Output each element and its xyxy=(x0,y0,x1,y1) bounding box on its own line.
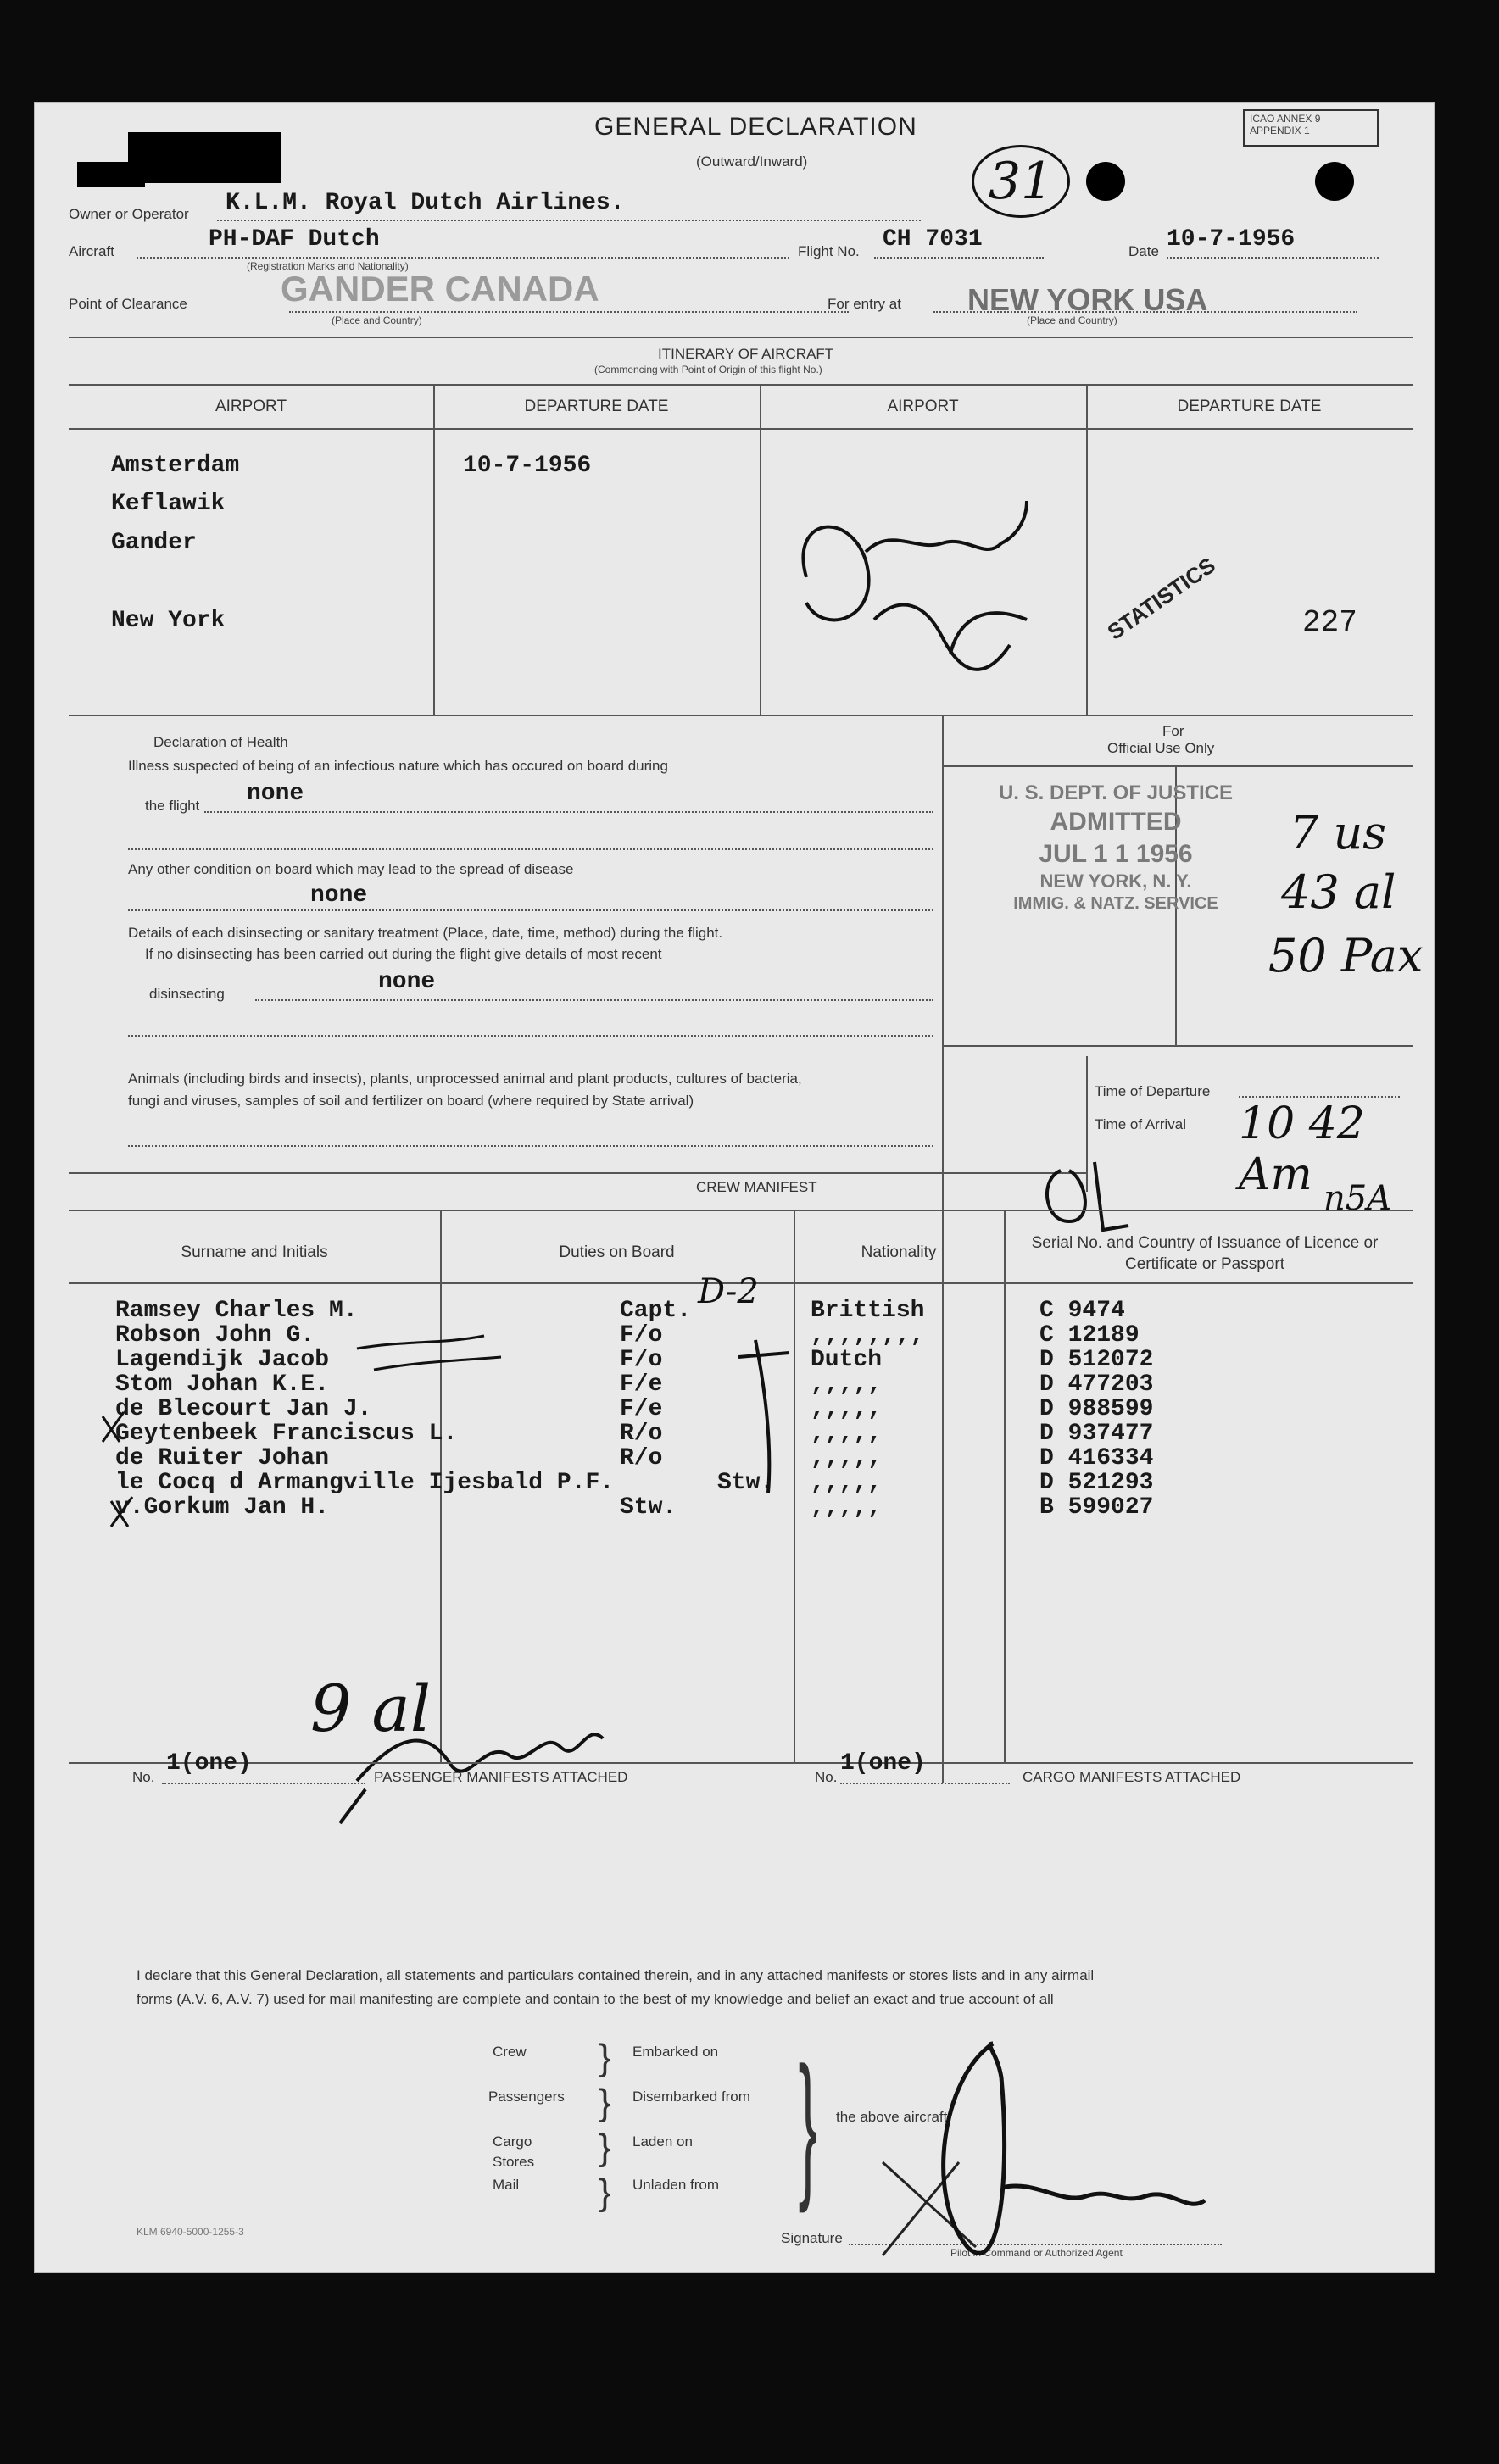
crew-serial: D 512072 xyxy=(1039,1347,1154,1373)
crew-nationality: Dutch xyxy=(811,1347,883,1373)
health-a3: none xyxy=(378,969,436,995)
crew-duty: Stw. xyxy=(620,1494,677,1521)
crew-serial: D 937477 xyxy=(1039,1421,1154,1447)
cargo-count: 1(one) xyxy=(840,1750,926,1777)
punch-hole xyxy=(1315,162,1354,201)
annex-label: ICAO ANNEX 9 xyxy=(1250,113,1321,125)
time-departure-label: Time of Departure xyxy=(1095,1083,1211,1099)
circled-number-text: 31 xyxy=(988,152,1054,211)
passenger-count: 1(one) xyxy=(166,1750,252,1777)
decl-left-mail: Mail xyxy=(493,2177,520,2193)
health-q1b: the flight xyxy=(145,798,200,814)
crew-nationality: ,,,,, xyxy=(811,1445,883,1471)
redaction-block xyxy=(77,162,145,187)
crew-serial: D 988599 xyxy=(1039,1396,1154,1422)
crew-header-nat: Nationality xyxy=(861,1243,937,1261)
declaration-text-1: I declare that this General Declaration, all statements and particulars contained therein, and in any attached manifests or stores lists and in any airmail xyxy=(137,1967,1095,1983)
crew-nationality: ,,,,, xyxy=(811,1396,883,1422)
decl-brace: } } } } xyxy=(599,2037,611,2213)
crew-header-name: Surname and Initials xyxy=(181,1243,328,1261)
animals-text: Animals (including birds and insects), plants, unprocessed animal and plant products, cultures of bacteria, xyxy=(128,1071,802,1087)
pilot-signature xyxy=(832,2027,1273,2281)
clearance-label: Point of Clearance xyxy=(69,296,187,312)
itin-airport: Amsterdam xyxy=(111,453,240,479)
entry-label: For entry at xyxy=(828,296,901,312)
decl-right-laden: Laden on xyxy=(632,2133,693,2150)
crew-duty: F/e xyxy=(620,1371,663,1398)
itin-header-airport-2: AIRPORT xyxy=(887,398,959,415)
health-q2: Any other condition on board which may lead to the spread of disease xyxy=(128,861,574,877)
passenger-no-label: No. xyxy=(132,1769,155,1785)
crew-name: Robson John G. xyxy=(115,1322,315,1349)
crew-duty-hand: D-2 xyxy=(698,1272,759,1311)
decl-brace-right: } xyxy=(798,2034,817,2214)
stamp-line: IMMIG. & NATZ. SERVICE xyxy=(1013,893,1218,913)
pilot-label: Pilot in Command or Authorized Agent xyxy=(950,2247,1123,2259)
health-q3b: If no disinsecting has been carried out during the flight give details of most recent xyxy=(145,946,662,962)
decl-right-unladen: Unladen from xyxy=(632,2177,720,2193)
flight-value: CH 7031 xyxy=(883,226,983,253)
aircraft-value: PH-DAF Dutch xyxy=(209,226,380,253)
owner-value: K.L.M. Royal Dutch Airlines. xyxy=(226,190,625,216)
itin-departure-date: 10-7-1956 xyxy=(463,453,592,479)
crew-duty: Stw. xyxy=(717,1470,775,1496)
decl-left-cargo: Cargo xyxy=(493,2133,532,2150)
official-hand-3: 50 Pax xyxy=(1268,929,1424,982)
flight-label: Flight No. xyxy=(798,243,860,259)
crew-serial: B 599027 xyxy=(1039,1494,1154,1521)
crew-serial: D 521293 xyxy=(1039,1470,1154,1496)
crew-name: Lagendijk Jacob xyxy=(115,1347,330,1373)
decl-right-disembarked: Disembarked from xyxy=(632,2089,750,2105)
appendix-label: APPENDIX 1 xyxy=(1250,125,1310,136)
cargo-no-label: No. xyxy=(815,1769,838,1785)
crew-nationality: ,,,,, xyxy=(811,1470,883,1496)
itin-airport: Keflawik xyxy=(111,491,226,517)
redaction-block xyxy=(128,132,281,183)
health-q3c: disinsecting xyxy=(149,986,225,1002)
signature-label: Signature xyxy=(781,2230,843,2246)
crew-serial: C 12189 xyxy=(1039,1322,1140,1349)
itin-airport: New York xyxy=(111,608,226,634)
crew-name: de Ruiter Johan xyxy=(115,1445,330,1471)
decl-right-embarked: Embarked on xyxy=(632,2044,719,2060)
official-title-b: Official Use Only xyxy=(1107,740,1215,756)
entry-stamp: NEW YORK USA xyxy=(967,282,1208,317)
crew-name: Stom Johan K.E. xyxy=(115,1371,330,1398)
crew-serial: C 9474 xyxy=(1039,1298,1125,1324)
crew-header-serial: Serial No. and Country of Issuance of Licence or Certificate or Passport xyxy=(1031,1234,1379,1273)
crew-name: Ramsey Charles M. xyxy=(115,1298,358,1324)
crew-name: v.Gorkum Jan H. xyxy=(115,1494,330,1521)
stamp-line: ADMITTED xyxy=(1050,808,1182,836)
time-arrival-value: 10 42 Am xyxy=(1239,1099,1365,1200)
crew-handwriting xyxy=(86,1272,933,1552)
crew-nationality: Brittish xyxy=(811,1298,925,1324)
health-q1: Illness suspected of being of an infectious nature which has occured on board during xyxy=(128,758,668,774)
itinerary-signature xyxy=(772,450,1095,704)
itin-header-airport-1: AIRPORT xyxy=(215,398,287,415)
stamp-line: JUL 1 1 1956 xyxy=(1039,839,1193,868)
crew-duty: Capt. xyxy=(620,1298,692,1324)
crew-nationality: ,,,,, xyxy=(811,1371,883,1398)
health-title: Declaration of Health xyxy=(153,734,288,750)
stamp-line: NEW YORK, N. Y. xyxy=(1039,870,1192,892)
crew-hand-scribble xyxy=(306,1688,662,1832)
itinerary-number: 227 xyxy=(1302,605,1357,640)
statistics-stamp: STATISTICS xyxy=(1102,552,1220,645)
clearance-caption: (Place and Country) xyxy=(332,314,422,326)
circled-number xyxy=(972,145,1070,218)
crew-serial: D 416334 xyxy=(1039,1445,1154,1471)
passenger-manifest-label: PASSENGER MANIFESTS ATTACHED xyxy=(374,1769,628,1785)
itin-airport: Gander xyxy=(111,530,197,556)
declaration-form xyxy=(34,102,1435,2273)
itin-header-date-1: DEPARTURE DATE xyxy=(524,398,669,415)
health-a2: none xyxy=(310,882,368,909)
crew-title-mark xyxy=(1035,1154,1137,1238)
decl-the-above: the above aircraft. xyxy=(836,2109,952,2125)
crew-serial: D 477203 xyxy=(1039,1371,1154,1398)
crew-nationality: ,,,,,,,, xyxy=(811,1322,925,1349)
crew-name: Geytenbeek Franciscus L. xyxy=(115,1421,458,1447)
official-title: For xyxy=(1162,723,1184,739)
admitted-stamp xyxy=(976,781,1256,915)
crew-header-duty: Duties on Board xyxy=(559,1243,675,1261)
punch-hole xyxy=(1086,162,1125,201)
crew-duty: R/o xyxy=(620,1421,663,1447)
crew-name: le Cocq d Armangville Ijesbald P.F. xyxy=(115,1470,615,1496)
itinerary-title: ITINERARY OF AIRCRAFT xyxy=(658,346,834,362)
official-hand-1: 7 us xyxy=(1290,806,1387,859)
crew-title-hand: n5A xyxy=(1323,1179,1392,1218)
decl-left-passengers: Passengers xyxy=(488,2089,565,2105)
aircraft-caption: (Registration Marks and Nationality) xyxy=(247,260,409,272)
clearance-stamp: GANDER CANADA xyxy=(281,269,599,309)
crew-duty: F/e xyxy=(620,1396,663,1422)
aircraft-label: Aircraft xyxy=(69,243,114,259)
decl-left-stores: Stores xyxy=(493,2154,535,2170)
crew-nationality: ,,,,, xyxy=(811,1494,883,1521)
date-value: 10-7-1956 xyxy=(1167,226,1296,253)
form-subtitle: (Outward/Inward) xyxy=(696,153,808,170)
entry-caption: (Place and Country) xyxy=(1027,314,1117,326)
crew-nationality: ,,,,, xyxy=(811,1421,883,1447)
itin-header-date-2: DEPARTURE DATE xyxy=(1177,398,1322,415)
time-arrival-label: Time of Arrival xyxy=(1095,1116,1187,1132)
health-a1: none xyxy=(247,781,304,807)
decl-left-crew: Crew xyxy=(493,2044,527,2060)
crew-duty: F/o xyxy=(620,1347,663,1373)
form-title: GENERAL DECLARATION xyxy=(594,113,917,141)
declaration-text-2: forms (A.V. 6, A.V. 7) used for mail manifesting are complete and contain to the best of my knowledge and belief an exact and true account of all xyxy=(137,1991,1054,2007)
official-hand-2: 43 al xyxy=(1281,865,1396,919)
animals-text-b: fungi and viruses, samples of soil and fertilizer on board (where required by State arrival) xyxy=(128,1093,694,1109)
crew-hand-note: 9 al xyxy=(310,1671,432,1746)
crew-name: de Blecourt Jan J. xyxy=(115,1396,372,1422)
itinerary-subtitle: (Commencing with Point of Origin of this flight No.) xyxy=(594,364,822,375)
date-label: Date xyxy=(1128,243,1159,259)
crew-duty: R/o xyxy=(620,1445,663,1471)
health-q3: Details of each disinsecting or sanitary treatment (Place, date, time, method) during the flight. xyxy=(128,925,723,941)
owner-label: Owner or Operator xyxy=(69,206,189,222)
annex-box xyxy=(1243,109,1379,147)
crew-duty: F/o xyxy=(620,1322,663,1349)
form-code: KLM 6940-5000-1255-3 xyxy=(137,2226,244,2238)
stamp-line: U. S. DEPT. OF JUSTICE xyxy=(998,781,1234,804)
crew-title: CREW MANIFEST xyxy=(696,1179,817,1195)
cargo-manifest-label: CARGO MANIFESTS ATTACHED xyxy=(1023,1769,1241,1785)
